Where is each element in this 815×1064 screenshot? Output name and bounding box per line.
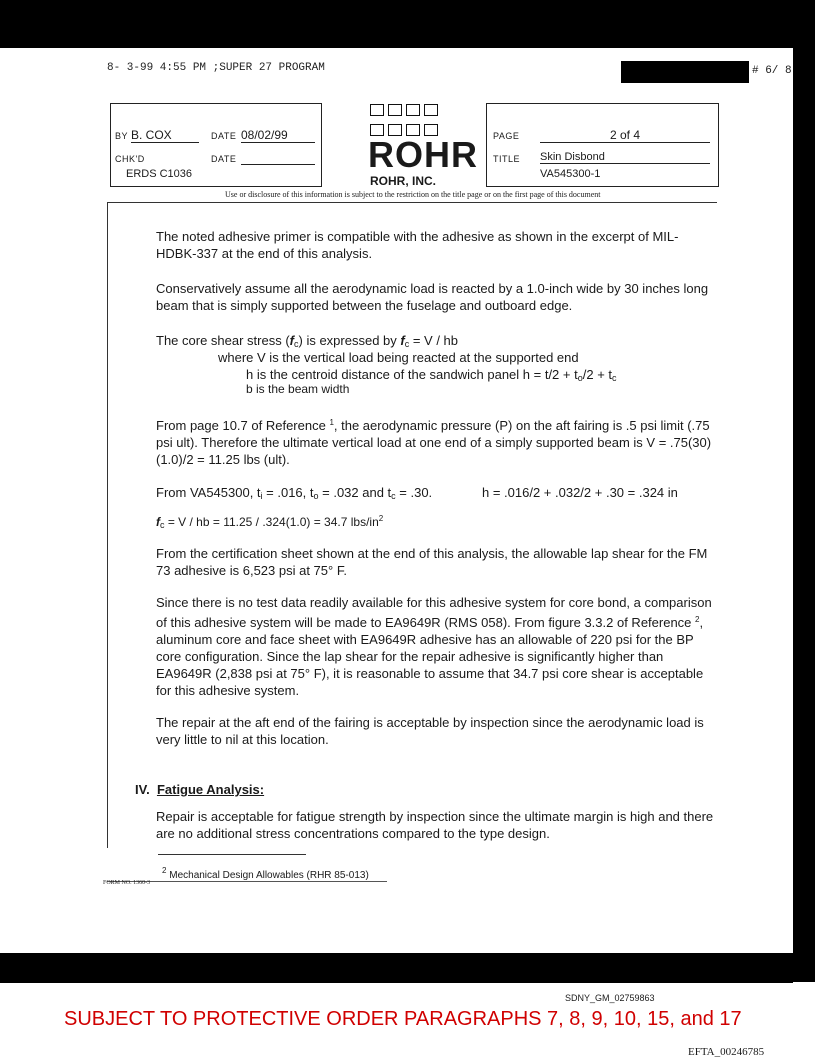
right-black-bar <box>793 48 815 982</box>
paragraph-certification: From the certification sheet shown at the end of this analysis, the allowable lap shear for the FM 73 adhesive is 6,523 psi at 75° F. <box>156 546 708 578</box>
company-name: ROHR, INC. <box>370 174 436 188</box>
section-heading: IV. Fatigue Analysis: <box>135 782 265 797</box>
header-rule <box>107 202 717 203</box>
paragraph-aft-end: The repair at the aft end of the fairing is acceptable by inspection since the aerodynamic load is very little to nil at this location. <box>156 715 704 747</box>
chkd-date-label: DATE <box>211 154 237 164</box>
paragraph-aero-pressure: From page 10.7 of Reference $^1$, the aerodynamic pressure (P) on the aft fairing is .5 psi limit (.75 psi ult). Therefore the ultimate vertical load at one end of a simply supported beam is V = .75(30)(1.0)/2 = 11.25 lbs (ult). <box>156 418 712 467</box>
page-value: 2 of 4 <box>540 128 710 143</box>
date-value: 08/02/99 <box>241 128 315 143</box>
where-line-1: where V is the vertical load being reacted at the supported end <box>218 350 579 365</box>
page-label: PAGE <box>493 131 520 141</box>
redaction-box <box>621 61 749 83</box>
disclosure-notice: Use or disclosure of this information is subject to the restriction on the title page or on the first page of this document <box>225 190 601 199</box>
author-box <box>110 103 322 187</box>
title-part-number: VA545300-1 <box>540 168 601 180</box>
paragraph-comparison: Since there is no test data readily available for this adhesive system for core bond, a comparison of this adhesive system will be made to EA9649R (RMS 058). From figure 3.3.2 of Reference $^2$, aluminum core and face sheet with EA9649R adhesive has an allowable of 220 psi for the BP core configuration. Since the lap shear for the repair adhesive is significantly higher than EA9649R (2,838 psi at 75° F), it is reasonable to assume that 34.7 psi core shear is acceptable for this adhesive system. <box>156 595 712 698</box>
bottom-black-bar <box>0 953 793 983</box>
by-value: B. COX <box>131 128 199 143</box>
efta-number: EFTA_00246785 <box>688 1046 765 1058</box>
rohr-logo: ROHR <box>368 134 478 175</box>
chkd-label: CHK'D <box>115 154 145 164</box>
title-label: TITLE <box>493 154 521 164</box>
where-line-2: h is the centroid distance of the sandwich panel $h = t/2 + t_o/2 + t_c$ <box>246 367 617 383</box>
paragraph-core-shear: The core shear stress $(f_c)$ is expressed by $f_c = V$ / hb <box>156 333 459 349</box>
left-margin-rule <box>107 202 108 848</box>
paragraph-primer: The noted adhesive primer is compatible with the adhesive as shown in the excerpt of MIL-HDBK-337 at the end of this analysis. <box>156 229 679 261</box>
footnote: $^2$ Mechanical Design Allowables (RHR 85-013) <box>162 866 369 881</box>
footnote-rule <box>158 854 306 855</box>
paragraph-fatigue: Repair is acceptable for fatigue strength by inspection since the ultimate margin is high and there are no additional stress concentrations compared to the type design. <box>156 809 714 841</box>
where-line-3: b is the beam width <box>246 382 350 396</box>
centroid-equation: h = .016/2 + .032/2 + .30 = .324 in <box>482 485 678 500</box>
fax-page-number: # 6/ 8 <box>752 65 792 77</box>
page-title-box <box>486 103 719 187</box>
paragraph-beam-assumption: Conservatively assume all the aerodynamic load is reacted by a 1.0-inch wide by 30 inches long beam that is simply supported between the fuselage and outboard edge. <box>156 281 709 313</box>
by-label: BY <box>115 131 129 141</box>
shear-result: $f_c = V$ / hb = 11.25 / .324(1.0) = 34.7 lbs/$in^2$ <box>156 514 384 530</box>
paragraph-thickness: From VA545300, $t_i = .016$, $t_o = .032$ and $t_c = .30$. <box>156 485 433 501</box>
date-label: DATE <box>211 131 237 141</box>
fax-header: 8- 3-99 4:55 PM ;SUPER 27 PROGRAM <box>107 62 325 74</box>
title-value: Skin Disbond <box>540 151 710 164</box>
top-black-bar <box>0 0 815 48</box>
erds-number: ERDS C1036 <box>126 168 193 180</box>
form-number: FORM NO. 1360-3 <box>103 880 151 886</box>
chkd-date-line <box>241 164 315 165</box>
protective-order-stamp: SUBJECT TO PROTECTIVE ORDER PARAGRAPHS 7, 8, 9, 10, 15, and 17 <box>64 1008 742 1030</box>
section-title: Fatigue Analysis: <box>156 782 265 797</box>
bates-number: SDNY_GM_02759863 <box>565 993 655 1003</box>
